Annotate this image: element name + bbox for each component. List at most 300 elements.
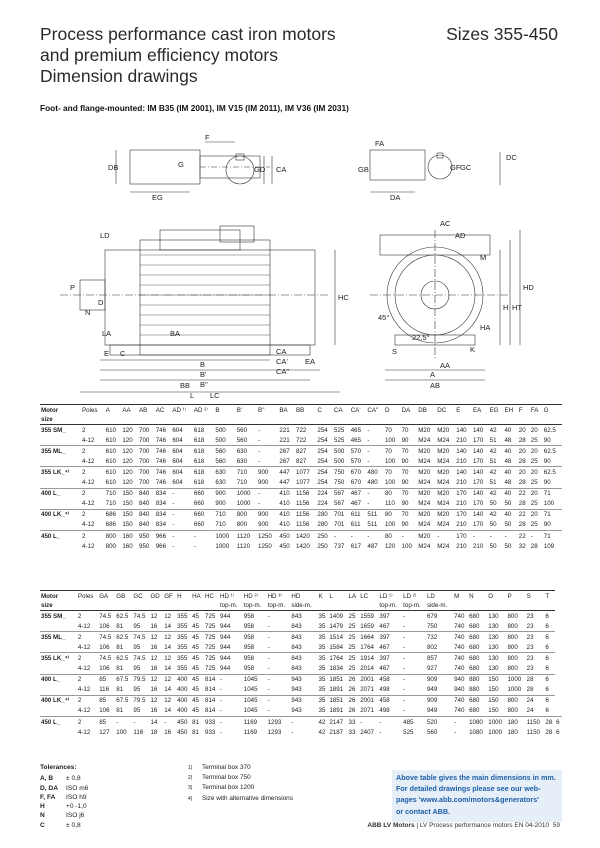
table-cell: 500 <box>214 425 235 436</box>
tolerance-value: ± 0,8 <box>66 775 81 783</box>
table-cell: 827 <box>296 457 307 465</box>
table-cell: 834 <box>155 509 172 520</box>
table-cell: 1293 <box>267 728 282 736</box>
table-cell: 943 <box>291 686 302 694</box>
table-cell <box>204 601 219 611</box>
table-cell: - <box>503 531 517 542</box>
tolerance-row <box>40 784 88 793</box>
table-cell <box>40 435 81 446</box>
table-cell: M20 <box>436 509 455 520</box>
table-cell: - <box>267 707 270 715</box>
table-cell: 1764 <box>328 653 347 664</box>
table-cell: 814 <box>205 707 216 715</box>
table-cell <box>328 601 347 611</box>
table-cell: 467 <box>379 665 390 673</box>
table-cell <box>40 520 81 531</box>
table-cell: 74.5 <box>98 632 115 643</box>
table-cell: GC <box>132 591 149 602</box>
table-cell <box>503 415 517 425</box>
table-cell: 6 <box>545 686 549 694</box>
table-cell: 1293 <box>267 717 291 728</box>
svg-text:AC: AC <box>440 219 451 228</box>
table-cell: 4-12 <box>82 457 95 465</box>
table-cell: - <box>172 521 175 529</box>
table-cell: 610 <box>105 425 122 436</box>
table-cell: 170 <box>455 509 472 520</box>
table-cell: 160 <box>122 542 133 550</box>
table-cell: 397 <box>378 632 402 643</box>
footnote-marker: 4) <box>188 795 193 802</box>
table-cell: 221 <box>279 436 290 444</box>
table-cell: 355 ML_ <box>40 632 77 643</box>
table-cell: 254 <box>316 425 333 436</box>
table-cell: 949 <box>426 686 438 694</box>
table-cell: top-m. <box>378 601 402 611</box>
table-cell: 81 <box>191 717 204 728</box>
table-cell: 900 <box>258 521 269 529</box>
table-cell: 14 <box>164 622 172 630</box>
table-cell: 1156 <box>296 500 310 508</box>
table-cell <box>257 415 278 425</box>
table-cell: 611 <box>350 509 367 520</box>
table-cell: 560 <box>214 446 235 457</box>
table-cell: Poles <box>77 591 98 602</box>
table-cell <box>472 415 489 425</box>
table-cell: 800 <box>506 632 525 643</box>
table-cell: 6 <box>544 674 555 685</box>
table-cell: 28 <box>518 521 526 529</box>
table-cell: 1000 <box>236 500 251 508</box>
table-cell: 800 <box>506 611 525 622</box>
table-cell: 12 <box>149 611 163 622</box>
table-cell: 950 <box>138 531 155 542</box>
table-cell: 109 <box>543 542 555 550</box>
table-cell: 20 <box>530 509 543 520</box>
table-cell: M20 <box>417 531 436 542</box>
table-cell: - <box>267 653 291 664</box>
table-cell: 500 <box>333 446 350 457</box>
table-cell: 42 <box>489 488 504 499</box>
table-cell <box>333 415 350 425</box>
table-cell: 120 <box>121 446 138 457</box>
table-cell <box>81 415 105 425</box>
table-cell: - <box>402 632 426 643</box>
table-cell: 410 <box>279 521 290 529</box>
table-cell: 2 <box>81 425 105 436</box>
table-row <box>40 435 562 446</box>
table-cell <box>489 415 504 425</box>
table-row <box>40 478 562 489</box>
table-cell: 560 <box>215 457 226 465</box>
svg-text:HA: HA <box>480 323 491 332</box>
tolerance-row <box>40 793 88 802</box>
table-cell: 170 <box>455 488 472 499</box>
table-cell: 604 <box>171 425 193 436</box>
table-header-row <box>40 405 562 416</box>
table-cell: K <box>318 591 329 602</box>
table-cell: M20 <box>417 425 436 436</box>
svg-text:C: C <box>120 349 126 358</box>
table-cell: 40 <box>503 446 517 457</box>
table-cell: 4-12 <box>77 728 91 736</box>
table-cell <box>316 415 333 425</box>
table-cell: 50 <box>489 542 497 550</box>
table-row <box>40 664 562 675</box>
table-cell: B <box>214 405 235 416</box>
table-cell: 127 <box>99 728 110 736</box>
table-cell: 170 <box>472 500 484 508</box>
table-cell: 570 <box>350 446 367 457</box>
table-cell: - <box>379 728 382 736</box>
table-cell: 14 <box>149 717 163 728</box>
table-cell: 933 <box>205 728 216 736</box>
tolerance-row <box>40 774 88 783</box>
table-cell: 1891 <box>329 686 344 694</box>
table-cell: 90 <box>543 521 551 529</box>
table-cell: - <box>267 643 270 651</box>
table-cell: 450 <box>278 531 295 542</box>
table-cell: 740 <box>454 707 465 715</box>
table-cell: 81 <box>116 622 124 630</box>
svg-text:EG: EG <box>152 193 163 202</box>
table-cell: 100 <box>401 542 412 550</box>
table-cell: 6 <box>545 622 549 630</box>
table-cell: 840 <box>138 509 155 520</box>
svg-text:P: P <box>70 283 76 292</box>
table-cell: 4-12 <box>77 707 91 715</box>
table-row <box>40 674 562 685</box>
table-cell: 4-12 <box>77 622 91 630</box>
table-cell: 1045 <box>243 695 267 706</box>
table-cell: - <box>267 611 291 622</box>
table-cell: 467 <box>350 500 362 508</box>
table-cell: 746 <box>155 457 167 465</box>
table-cell: 12 <box>163 674 176 685</box>
table-cell: 62.5 <box>543 446 562 457</box>
svg-text:F: F <box>205 133 210 142</box>
table-cell: 604 <box>171 446 193 457</box>
table-cell: - <box>402 611 426 622</box>
table-cell: 33 <box>348 728 356 736</box>
table-cell: 79.5 <box>132 695 149 706</box>
table-cell: 1077 <box>295 467 316 478</box>
table-cell: 22 <box>518 488 530 499</box>
table-cell: 4-12 <box>77 665 91 673</box>
table-cell: 400 L_ <box>40 488 81 499</box>
table-cell: 42 <box>318 728 326 736</box>
table-cell: 110 <box>384 500 395 508</box>
table-cell: 100 <box>543 500 555 508</box>
table-cell: 280 <box>316 509 333 520</box>
table-cell: 210 <box>456 479 467 487</box>
table-cell: 62.5 <box>115 611 132 622</box>
table-cell: 26 <box>348 674 360 685</box>
table-cell: 410 <box>279 500 290 508</box>
table-cell: 458 <box>378 674 402 685</box>
table-cell: 630 <box>236 457 248 465</box>
table-cell: 120 <box>384 542 396 550</box>
table-cell: 746 <box>155 436 167 444</box>
svg-text:45°: 45° <box>378 313 390 322</box>
table-cell: 355 ML_ <box>40 446 81 457</box>
table-cell: 120 <box>122 457 133 465</box>
table-cell: 722 <box>295 425 316 436</box>
table-cell: - <box>267 695 291 706</box>
table-cell: 465 <box>350 425 367 436</box>
footnote-text: Size with alternative dimensions <box>202 794 293 802</box>
table-cell: 630 <box>236 446 257 457</box>
table-cell: 254 <box>317 457 328 465</box>
table-cell <box>132 601 149 611</box>
table-cell: - <box>291 728 294 736</box>
table-cell: GB <box>115 591 132 602</box>
table-row <box>40 706 562 717</box>
table-cell: 944 <box>219 632 243 643</box>
table-cell: 722 <box>296 436 307 444</box>
tolerance-value: ISO m6 <box>66 784 89 792</box>
table-cell: 927 <box>426 665 438 673</box>
table-cell: 843 <box>291 622 302 630</box>
svg-text:HC: HC <box>338 293 349 302</box>
table-cell <box>455 415 472 425</box>
tolerance-value: +0 -1,0 <box>66 803 87 811</box>
table-cell: 62.5 <box>543 467 562 478</box>
table-cell: 35 <box>318 707 326 715</box>
table-cell: 944 <box>219 653 243 664</box>
table-cell: 90 <box>543 457 551 465</box>
table-cell: 800 <box>507 665 518 673</box>
table-cell: 686 <box>105 509 122 520</box>
table-cell: 1420 <box>295 531 316 542</box>
svg-text:B'': B'' <box>200 380 208 389</box>
table-cell: 140 <box>472 509 489 520</box>
table-cell: 2 <box>81 446 105 457</box>
footnote-text: Terminal box 1200 <box>202 784 255 792</box>
table-cell: 70 <box>401 509 418 520</box>
footnote-text: Terminal box 750 <box>202 774 251 782</box>
table-cell: 16 <box>164 728 172 736</box>
table-cell: 2 <box>77 611 98 622</box>
table-cell: 140 <box>455 467 472 478</box>
table-cell: 6 <box>556 728 560 736</box>
footnote <box>188 794 293 804</box>
table-cell: 45 <box>191 674 204 685</box>
table-cell: 20 <box>530 488 543 499</box>
table-cell: 355 <box>176 653 191 664</box>
dimension-drawings <box>40 130 560 400</box>
table-cell: 1077 <box>296 479 310 487</box>
title-line-2: and premium efficiency motors <box>40 45 278 65</box>
table-cell: DA <box>401 405 418 416</box>
table-cell: 120 <box>121 467 138 478</box>
table-cell: 2147 <box>328 717 347 728</box>
table-cell: 843 <box>291 643 302 651</box>
table-cell: - <box>132 717 149 728</box>
table-cell: 150 <box>487 695 506 706</box>
table-cell: 498 <box>379 707 390 715</box>
table-cell: 116 <box>99 686 110 694</box>
table-cell: 22 <box>518 531 530 542</box>
table-cell: 525 <box>333 425 350 436</box>
table-cell: 51 <box>489 436 497 444</box>
table-cell: 95 <box>133 622 141 630</box>
table-cell: 130 <box>487 632 506 643</box>
info-box <box>392 770 562 822</box>
table-cell: 12 <box>149 632 163 643</box>
table-cell: 62.5 <box>115 632 132 643</box>
table-cell: 254 <box>316 467 333 478</box>
table-cell: 62.5 <box>115 653 132 664</box>
svg-text:D: D <box>98 298 104 307</box>
table-cell: 4-12 <box>82 521 95 529</box>
table-cell: 23 <box>526 632 545 643</box>
table-cell: 16 <box>150 622 158 630</box>
table-cell: 28 <box>544 717 555 728</box>
table-cell: 106 <box>99 665 110 673</box>
table-cell: 746 <box>155 467 172 478</box>
table-cell: EA <box>472 405 489 416</box>
table-cell: AD ¹⁾ <box>171 405 193 416</box>
table-cell: - <box>403 622 406 630</box>
table-cell: 740 <box>453 611 468 622</box>
table-row <box>40 727 562 737</box>
table-cell: 50 <box>504 521 512 529</box>
table-row <box>40 685 562 696</box>
table-cell: 70 <box>401 467 418 478</box>
table-cell: 45 <box>191 611 204 622</box>
table-cell: 450 L_ <box>40 717 77 728</box>
table-cell <box>138 415 155 425</box>
table-cell: 1120 <box>236 531 257 542</box>
table-cell: 6 <box>545 665 549 673</box>
table-cell: - <box>359 717 378 728</box>
table-cell: 800 <box>507 643 518 651</box>
table-cell: LD ²⁾ <box>402 591 426 602</box>
table-cell: 4-12 <box>82 500 95 508</box>
table-cell: 710 <box>236 479 248 487</box>
table-cell: M24 <box>418 479 431 487</box>
table-row <box>40 499 562 510</box>
svg-text:CA: CA <box>276 347 287 356</box>
table-cell: 81 <box>192 728 199 736</box>
table-cell: 1250 <box>257 531 278 542</box>
table-cell: 618 <box>193 425 215 436</box>
tolerance-value: ± 0,8 <box>66 821 81 829</box>
table-cell: 48 <box>504 479 512 487</box>
table-cell: N <box>468 591 487 602</box>
table-cell <box>193 415 215 425</box>
svg-text:GD: GD <box>254 165 266 174</box>
tolerance-value: ISO j6 <box>66 812 85 820</box>
table-cell: 35 <box>318 632 329 643</box>
table-cell: 18 <box>150 728 158 736</box>
table-cell: 95 <box>133 643 141 651</box>
table-cell <box>487 601 506 611</box>
table-cell: - <box>267 665 270 673</box>
table-cell: - <box>115 717 132 728</box>
table-cell: 45 <box>192 643 199 651</box>
table-cell: 710 <box>105 488 122 499</box>
footnote-marker: 2) <box>188 775 193 782</box>
table-cell: 660 <box>193 509 215 520</box>
table-cell: 400 L_ <box>40 674 77 685</box>
table-cell: 210 <box>456 436 467 444</box>
table-cell: 12 <box>163 695 176 706</box>
table-cell: 20 <box>518 467 530 478</box>
table-cell: 160 <box>121 531 138 542</box>
table-cell: 130 <box>488 643 499 651</box>
table-cell: 170 <box>472 436 484 444</box>
table-cell: 35 <box>318 665 326 673</box>
table-cell: LD <box>426 591 453 602</box>
table-cell: 900 <box>214 488 235 499</box>
table-cell: - <box>171 531 193 542</box>
table-cell: side-m. <box>426 601 453 611</box>
table-cell: 355 <box>177 622 188 630</box>
table-cell: - <box>267 622 270 630</box>
table-cell: 746 <box>155 425 172 436</box>
table-cell: 90 <box>401 521 409 529</box>
table-cell: 4-12 <box>82 436 95 444</box>
table-cell: 140 <box>455 425 472 436</box>
table-cell: 6 <box>544 611 555 622</box>
table-cell: 700 <box>138 425 155 436</box>
table-cell: 95 <box>133 707 141 715</box>
table-cell: 909 <box>426 674 453 685</box>
table-cell: 570 <box>350 457 362 465</box>
table-cell: 50 <box>504 500 512 508</box>
table-cell: 750 <box>333 467 350 478</box>
table-cell: 150 <box>121 509 138 520</box>
table-cell: - <box>171 488 193 499</box>
table-cell: 100 <box>116 728 127 736</box>
table-cell: 50 <box>504 542 512 550</box>
table-cell: M24 <box>437 521 450 529</box>
table-row <box>40 520 562 531</box>
table-cell: 525 <box>403 728 414 736</box>
table-cell: 700 <box>139 457 150 465</box>
table-cell: - <box>172 542 175 550</box>
table-cell: 25 <box>530 457 538 465</box>
svg-text:AD: AD <box>455 231 466 240</box>
table-cell: 604 <box>171 467 193 478</box>
table-cell: - <box>267 632 291 643</box>
table-cell: 267 <box>278 446 295 457</box>
table-cell: - <box>367 500 370 508</box>
table-cell: 1891 <box>329 707 344 715</box>
table-cell: 280 <box>317 521 328 529</box>
svg-text:G: G <box>178 160 184 169</box>
table-cell: 1000 <box>214 531 235 542</box>
svg-text:22,5°: 22,5° <box>412 333 430 342</box>
table-cell: 140 <box>472 425 489 436</box>
table-cell: 958 <box>243 622 255 630</box>
table-cell: 1000 <box>507 686 522 694</box>
table-cell: 85 <box>98 717 115 728</box>
footnote-marker: 3) <box>188 785 193 792</box>
table-cell: 2407 <box>360 728 374 736</box>
table-cell: 725 <box>204 632 219 643</box>
table-cell: 180 <box>506 717 525 728</box>
table-cell: - <box>530 531 543 542</box>
tolerances <box>40 763 88 830</box>
footnote-text: Terminal box 370 <box>202 764 251 771</box>
table-cell: 1664 <box>359 632 378 643</box>
table-cell: 450 <box>176 717 191 728</box>
table-cell: 1156 <box>295 488 316 499</box>
table-cell: 12 <box>149 695 163 706</box>
table-cell: M20 <box>417 446 436 457</box>
